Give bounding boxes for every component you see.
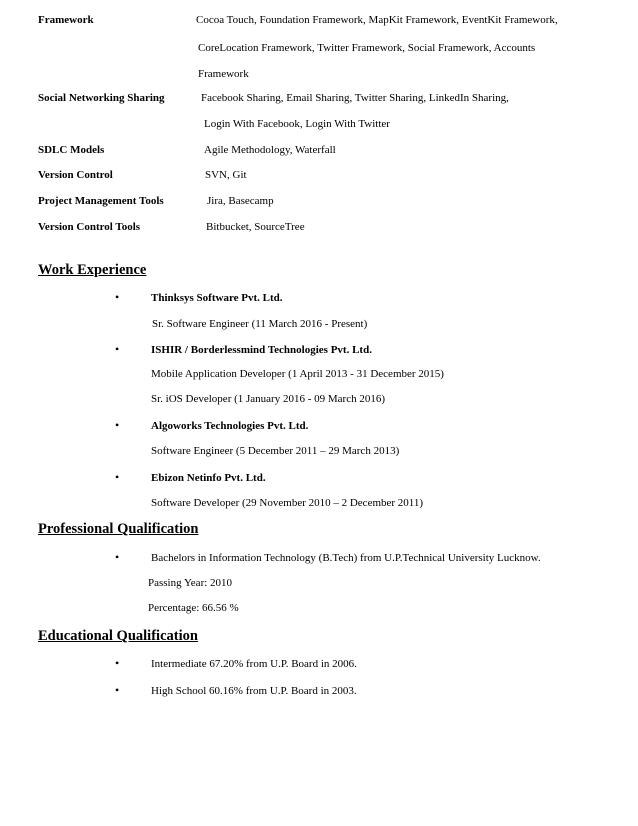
bullet-icon: • — [115, 656, 120, 670]
bullet-icon: • — [115, 290, 120, 304]
skill-value-social-line2: Login With Facebook, Login With Twitter — [204, 118, 390, 130]
skill-label-vc-tools: Version Control Tools — [38, 221, 141, 233]
skill-value-framework-line3: Framework — [198, 68, 249, 80]
role-thinksys-1: Sr. Software Engineer (11 March 2016 - Present) — [152, 318, 368, 330]
skill-value-framework-line2: CoreLocation Framework, Twitter Framework, Social Framework, Accounts — [198, 42, 536, 54]
degree-text: Bachelors in Information Technology (B.Tech) from U.P.Technical University Lucknow. — [151, 552, 541, 564]
skill-label-version-control: Version Control — [38, 169, 113, 181]
skill-value-sdlc: Agile Methodology, Waterfall — [204, 144, 336, 156]
skill-value-framework-line1: Cocoa Touch, Foundation Framework, MapKit Framework, EventKit Framework, — [196, 14, 558, 26]
education-item-highschool: High School 60.16% from U.P. Board in 2003. — [151, 685, 357, 697]
skill-value-version-control: SVN, Git — [205, 169, 247, 181]
skill-value-pm-tools: Jira, Basecamp — [207, 195, 274, 207]
skill-label-sdlc: SDLC Models — [38, 144, 105, 156]
passing-year: Passing Year: 2010 — [148, 577, 233, 589]
company-thinksys: Thinksys Software Pvt. Ltd. — [151, 292, 283, 304]
professional-qualification-heading: Professional Qualification — [38, 521, 199, 537]
skill-label-framework: Framework — [38, 14, 94, 26]
skill-value-social-line1: Facebook Sharing, Email Sharing, Twitter Sharing, LinkedIn Sharing, — [201, 92, 509, 104]
skill-label-pm-tools: Project Management Tools — [38, 195, 164, 207]
bullet-icon: • — [115, 342, 120, 356]
role-ebizon-1: Software Developer (29 November 2010 – 2 December 2011) — [151, 497, 424, 509]
role-algoworks-1: Software Engineer (5 December 2011 – 29 March 2013) — [151, 445, 400, 457]
bullet-icon: • — [115, 418, 120, 432]
company-ishir: ISHIR / Borderlessmind Technologies Pvt. Ltd. — [151, 344, 372, 356]
role-ishir-1: Mobile Application Developer (1 April 2013 - 31 December 2015) — [151, 368, 444, 380]
company-algoworks: Algoworks Technologies Pvt. Ltd. — [151, 420, 309, 432]
role-ishir-2: Sr. iOS Developer (1 January 2016 - 09 March 2016) — [151, 393, 386, 405]
work-experience-heading: Work Experience — [38, 262, 147, 278]
bullet-icon: • — [115, 470, 120, 484]
company-ebizon: Ebizon Netinfo Pvt. Ltd. — [151, 472, 266, 484]
percentage: Percentage: 66.56 % — [148, 602, 239, 614]
skill-value-vc-tools: Bitbucket, SourceTree — [206, 221, 305, 233]
bullet-icon: • — [115, 550, 120, 564]
skill-label-social: Social Networking Sharing — [38, 92, 165, 104]
educational-qualification-heading: Educational Qualification — [38, 628, 198, 644]
bullet-icon: • — [115, 683, 120, 697]
education-item-intermediate: Intermediate 67.20% from U.P. Board in 2006. — [151, 658, 357, 670]
